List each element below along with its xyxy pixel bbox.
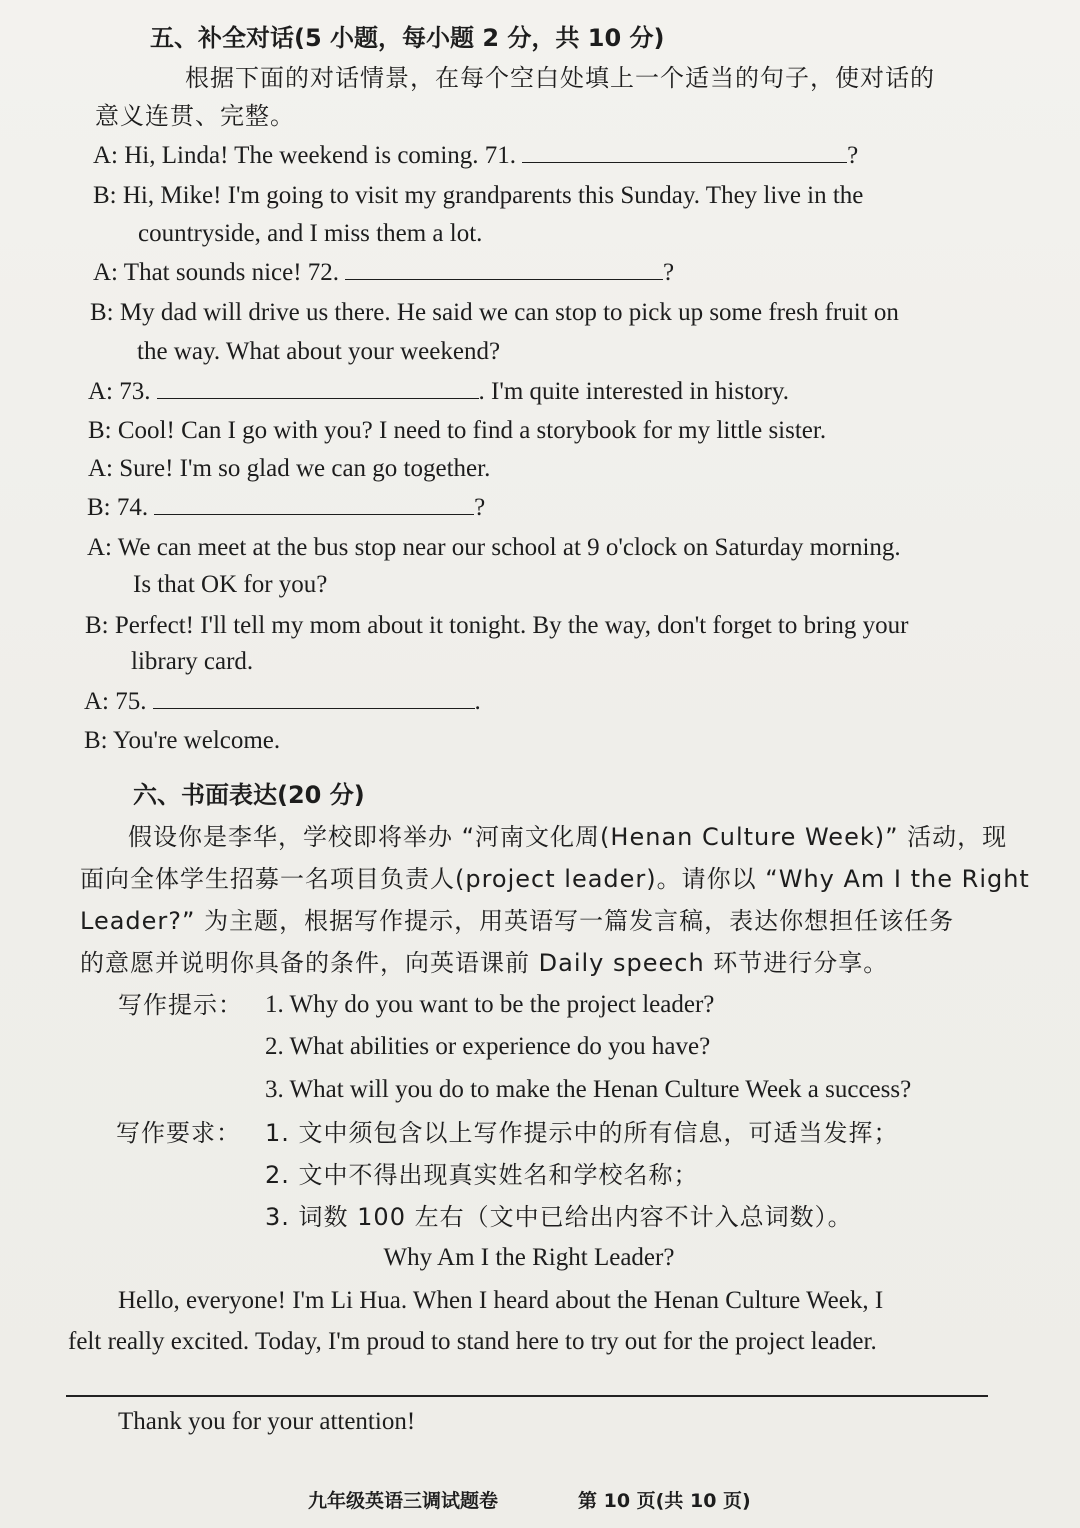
dialogue-line: A: Sure! I'm so glad we can go together.	[88, 455, 491, 482]
section-5-heading: 五、补全对话(5 小题，每小题 2 分，共 10 分)	[150, 24, 665, 52]
requirement-item-2: 2. 文中不得出现真实姓名和学校名称；	[265, 1161, 699, 1189]
dialogue-text: A: 75.	[84, 688, 147, 715]
dialogue-line-75	[84, 686, 481, 718]
section-5-instruction-line-2: 意义连贯、完整。	[95, 102, 295, 130]
answer-blank-74[interactable]	[154, 492, 474, 515]
dialogue-line: the way. What about your weekend?	[137, 338, 501, 365]
prompt-line-4: 的意愿并说明你具备的条件，向英语课前 Daily speech 环节进行分享。	[80, 949, 889, 977]
requirement-item-3: 3. 词数 100 左右（文中已给出内容不计入总词数）。	[265, 1203, 853, 1231]
dialogue-tail: .	[474, 688, 481, 715]
dialogue-line: B: Cool! Can I go with you? I need to find a storybook for my little sister.	[88, 417, 827, 444]
dialogue-line-71	[93, 140, 858, 172]
dialogue-line-72	[93, 257, 674, 289]
essay-line-1: Hello, everyone! I'm Li Hua. When I heard about the Henan Culture Week, I	[118, 1287, 884, 1314]
dialogue-tail: . I'm quite interested in history.	[478, 378, 789, 405]
footer-exam-name: 九年级英语三调试题卷	[308, 1490, 499, 1512]
essay-closing: Thank you for your attention!	[118, 1408, 416, 1435]
section-5-instruction-line-1: 根据下面的对话情景，在每个空白处填上一个适当的句子，使对话的	[185, 64, 935, 92]
dialogue-line: countryside, and I miss them a lot.	[138, 220, 483, 247]
dialogue-line: Is that OK for you?	[133, 571, 328, 598]
dialogue-line: library card.	[131, 648, 254, 675]
dialogue-line: B: Hi, Mike! I'm going to visit my grandparents this Sunday. They live in the	[93, 182, 864, 209]
dialogue-line-73	[88, 376, 789, 408]
dialogue-line: A: We can meet at the bus stop near our school at 9 o'clock on Saturday morning.	[87, 534, 901, 561]
section-6-heading: 六、书面表达(20 分)	[133, 781, 365, 809]
answer-blank-75[interactable]	[153, 686, 475, 709]
tips-label: 写作提示：	[118, 991, 243, 1019]
prompt-line-2: 面向全体学生招募一名项目负责人(project leader)。请你以 “Why Am I the Right	[80, 865, 1030, 893]
tip-item-1: 1. Why do you want to be the project leader?	[265, 991, 715, 1018]
dialogue-text: A: That sounds nice! 72.	[93, 259, 340, 286]
dialogue-line: B: You're welcome.	[84, 727, 281, 754]
essay-title	[0, 1242, 1058, 1274]
dialogue-line-74	[87, 492, 485, 524]
tip-item-3: 3. What will you do to make the Henan Culture Week a success?	[265, 1076, 912, 1103]
dialogue-tail: ?	[847, 142, 859, 169]
requirement-item-1: 1. 文中须包含以上写作提示中的所有信息，可适当发挥；	[265, 1119, 899, 1147]
answer-blank-72[interactable]	[345, 257, 663, 280]
answer-blank-73[interactable]	[157, 376, 479, 399]
dialogue-line: B: My dad will drive us there. He said we can stop to pick up some fresh fruit on	[90, 299, 899, 326]
prompt-line-1: 假设你是李华，学校即将举办 “河南文化周(Henan Culture Week)” 活动，现	[128, 823, 1008, 851]
prompt-line-3: Leader?” 为主题，根据写作提示，用英语写一篇发言稿，表达你想担任该任务	[80, 907, 955, 935]
essay-title-text: Why Am I the Right Leader?	[383, 1244, 675, 1271]
dialogue-tail: ?	[663, 259, 675, 286]
requirements-label: 写作要求：	[116, 1119, 241, 1147]
dialogue-text: B: 74.	[87, 494, 149, 521]
tip-item-2: 2. What abilities or experience do you have?	[265, 1033, 711, 1060]
footer-page-info: 第 10 页(共 10 页)	[578, 1490, 751, 1512]
dialogue-tail: ?	[474, 494, 486, 521]
essay-line-2: felt really excited. Today, I'm proud to stand here to try out for the project leader.	[68, 1328, 877, 1355]
writing-line[interactable]	[66, 1395, 988, 1397]
dialogue-text: A: 73.	[88, 378, 151, 405]
dialogue-line: B: Perfect! I'll tell my mom about it tonight. By the way, don't forget to bring your	[85, 612, 909, 639]
dialogue-text: A: Hi, Linda! The weekend is coming. 71.	[93, 142, 517, 169]
answer-blank-71[interactable]	[522, 140, 847, 163]
